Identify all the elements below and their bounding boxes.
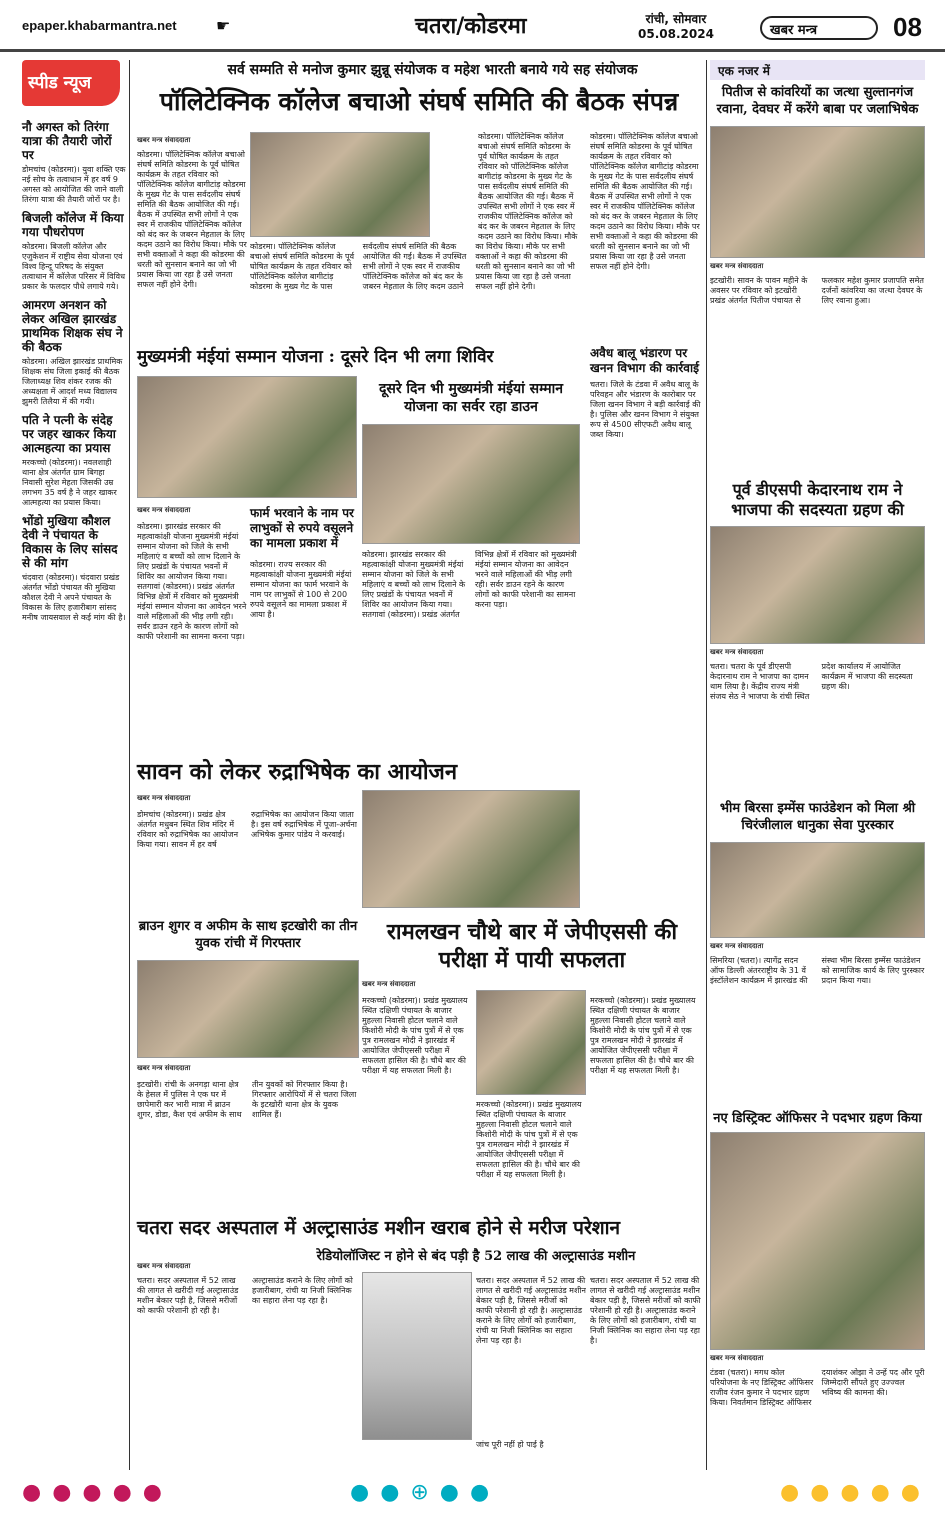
story5-headline: सावन को लेकर रुद्राभिषेक का आयोजन [137,759,458,785]
logo [760,16,878,40]
story1-text-cont: कोडरमा। पॉलिटेक्निक कॉलेज बचाओ संघर्ष समिति कोडरमा के पूर्व घोषित कार्यक्रम के तहत रविवार को पॉलिटेक्निक कॉलेज बागीटांड़ कोडरमा के मुख्य गेट के पास सर्वदलीय संघर्ष समिति की बैठक आयोजित की गई। बैठक में उपस्थित सभी लोगों ने एक स्वर में राजकीय पॉलिटेक्निक कॉलेज को बंद कर के जबरन मेहताल के लिए कदम उठाने का विरोध किया। मौके पर सभी वक्ताओं ने कहा की कोडरमा की धरती को सुनसान बनाने का जो भी प्रयास किया जा रहा है उसे जनता सफल नहीं होने देगी। [250,242,575,291]
registration-dots-right: ● ● ● ● ● [780,1480,922,1505]
right-item-byline: खबर मन्त्र संवाददाता [710,648,764,656]
right-item-head: पितीज से कांवरियों का जत्था सुल्तानगंज रवाना, देवघर में करेंगे बाबा पर जलाभिषेक [716,85,919,117]
story1-byline: खबर मन्त्र संवाददाता [137,136,191,144]
story4-text: चतरा। जिले के टंडवा में अवैध बालू के परिवहन और भंडारण के कारोबार पर जिला खनन विभाग ने बड़ी कार्रवाई की है। पुलिस और खनन विभाग ने संयुक्त रूप से 4500 सीएफटी अवैध बालू जब्त किया। [590,380,701,439]
date-block [638,12,714,42]
story4-headline: अवैध बालू भंडारण पर खनन विभाग की कार्रवाई [590,346,699,375]
story1-text-right: कोडरमा। पॉलिटेक्निक कॉलेज बचाओ संघर्ष समिति कोडरमा के पूर्व घोषित कार्यक्रम के तहत रविवार को पॉलिटेक्निक कॉलेज बागीटांड़ कोडरमा के मुख्य गेट के पास सर्वदलीय संघर्ष समिति की बैठक आयोजित की गई। बैठक में उपस्थित सभी लोगों ने एक स्वर में राजकीय पॉलिटेक्निक कॉलेज को बंद कर के जबरन मेहताल के लिए कदम उठाने का विरोध किया। मौके [478,132,578,240]
left-item-head: पति ने पत्नी के संदेह पर जहर खाकर किया आत्महत्या का प्रयास [22,413,116,455]
left-item [22,211,126,292]
story3-text: कोडरमा। राज्य सरकार की महत्वाकांक्षी योजना मुख्यमंत्री मंईयां सम्मान योजना का फार्म भरवाने के नाम पर लाभुकों से 100 से 200 रुपये वसूलने का मामला प्रकाश में आया है। [250,560,352,619]
right-item-head: भीम बिरसा इम्मेंस फाउंडेशन को मिला श्री चिरंजीलाल धानुका सेवा पुरस्कार [719,801,916,833]
registration-dots-center: ● ● ⊕ ● ● [350,1480,492,1505]
left-item-head: नौ अगस्त को तिरंगा यात्रा की तैयारी जोरों पर [22,120,112,162]
story1-text-far: कोडरमा। पॉलिटेक्निक कॉलेज बचाओ संघर्ष समिति कोडरमा के पूर्व घोषित कार्यक्रम के तहत रविवार को पॉलिटेक्निक कॉलेज बागीटांड़ कोडरमा के मुख्य गेट के पास सर्वदलीय संघर्ष समिति की बैठक आयोजित की गई। बैठक में उपस्थित सभी लोगों ने एक स्वर में राजकीय पॉलिटेक्निक कॉलेज को बंद कर के जबरन मेहताल के लिए कदम उठाने का विरोध किया। मौके पर सभी वक्ताओं ने कहा की कोडरमा की धरती को सुनसान बनाने का जो भी प्रयास किया जा रहा है उसे जनता सफल नहीं होने देगी। [590,132,700,271]
story8-text-cont: चतरा। सदर अस्पताल में 52 लाख की लागत से खरीदी गई अल्ट्रासाउंड मशीन बेकार पड़ी है, जिससे मरीजों को काफी परेशानी हो रही है। अल्ट्रासाउंड कराने के लिए लोगों को हजारीबाग, रांची या निजी क्लिनिक का सहारा लेना पड़ रहा है। [476,1276,586,1345]
story7-text-far: मरकच्चो (कोडरमा)। प्रखंड मुख्यालय स्थित दक्षिणी पंचायत के बाजार मुहल्ला निवासी होटल चलाने वाले किशोरी मोदी के पांच पुत्रों में से एक पुत्र रामलखन मोदी ने झारखंड में आयोजित जेपीएससी परीक्षा में सफलता हासिल की है। चौथे बार की परीक्षा में यह सफलता मिली है। [590,996,696,1075]
right-item-photo [710,1132,925,1350]
story8-text-far: चतरा। सदर अस्पताल में 52 लाख की लागत से खरीदी गई अल्ट्रासाउंड मशीन बेकार पड़ी है, जिससे मरीजों को काफी परेशानी हो रही है। अल्ट्रासाउंड कराने के लिए लोगों को हजारीबाग, रांची या निजी क्लिनिक का सहारा लेना पड़ रहा है। [590,1276,701,1345]
right-item-photo [710,126,925,258]
hand-pointer-icon: ☛ [216,16,231,35]
story7-photo [476,990,586,1095]
right-item-byline: खबर मन्त्र संवाददाता [710,942,764,950]
story7-text: मरकच्चो (कोडरमा)। प्रखंड मुख्यालय स्थित दक्षिणी पंचायत के बाजार मुहल्ला निवासी होटल चलाने वाले किशोरी मोदी के पांच पुत्रों में से एक पुत्र रामलखन मोदी ने झारखंड में आयोजित जेपीएससी परीक्षा में सफलता हासिल की है। चौथे बार की परीक्षा में यह सफलता मिली है। [362,996,468,1075]
left-item-head: बिजली कॉलेज में किया गया पौधरोपण [22,211,124,239]
tab-b: नजर में [738,64,770,78]
story3-headline: फार्म भरवाने के नाम पर लाभुकों से रुपये वसूलने का मामला प्रकाश में [250,506,354,550]
left-column [22,114,126,623]
registration-dots-left: ● ● ● ● ● [22,1480,164,1505]
story2-byline: खबर मन्त्र संवाददाता [137,506,191,514]
story5-text: डोमचांच (कोडरमा)। प्रखंड क्षेत्र अंतर्गत मधुबन स्थित शिव मंदिर में रविवार को रुद्राभिषेक का आयोजन किया गया। सावन में हर वर्ष रुद्राभिषेक का आयोजन किया जाता है। इस वर्ष रुद्राभिषेक में पूजा-अर्चना अभिषेक कुमार पांडेय ने करवाई। [137,810,357,849]
story7-text-cont: मरकच्चो (कोडरमा)। प्रखंड मुख्यालय स्थित दक्षिणी पंचायत के बाजार मुहल्ला निवासी होटल चलाने वाले किशोरी मोदी के पांच पुत्रों में से एक पुत्र रामलखन मोदी ने झारखंड में आयोजित जेपीएससी परीक्षा में सफलता हासिल की है। चौथे बार की परीक्षा में यह सफलता मिली है। [476,1100,582,1179]
story5-byline: खबर मन्त्र संवाददाता [137,794,191,802]
left-item-text: डोमचांच (कोडरमा)। युवा शक्ति एक नई सोच के तत्वाधान में हर वर्ष 9 अगस्त को आयोजित की जाने वाली तिरंगा यात्रा की तैयारी जोरों पर है। [22,165,126,204]
edition-date: 05.08.2024 [638,27,714,41]
right-item-byline: खबर मन्त्र संवाददाता [710,1354,764,1362]
right-item-text: इटखोरी। सावन के पावन महीने के अवसर पर रविवार को इटखोरी प्रखंड अंतर्गत पितीज पंचायत से फलकार महेश कुमार प्रजापति समेत दर्जनों कांवरिया का जत्था देवघर के लिए रवाना हुआ। [710,276,924,305]
left-item [22,120,126,205]
left-item-text: कोडरमा। अखिल झारखंड प्राथमिक शिक्षक संघ जिला इकाई की बैठक जिलाध्यक्ष शिव शंकर रजक की अध्यक्षता में आदर्श मध्य विद्यालय झुमरी तिलैया में की गयी। [22,357,123,406]
story1-text: कोडरमा। पॉलिटेक्निक कॉलेज बचाओ संघर्ष समिति कोडरमा के पूर्व घोषित कार्यक्रम के तहत रविवार को पॉलिटेक्निक कॉलेज बागीटांड़ कोडरमा के मुख्य गेट के पास सर्वदलीय संघर्ष समिति की बैठक आयोजित की गई। बैठक में उपस्थित सभी लोगों ने एक स्वर में राजकीय पॉलिटेक्निक कॉलेज को बंद कर के जबरन मेहताल के लिए कदम उठाने का विरोध किया। मौके पर सभी वक्ताओं ने कहा की कोडरमा की धरती को सुनसान बनाने का जो भी प्रयास किया जा रहा है उसे जनता सफल नहीं होने देगी। [137,150,247,289]
story6-byline: खबर मन्त्र संवाददाता [137,1064,191,1072]
page-number: 08 [893,12,922,42]
story5-photo [362,790,580,908]
story6-text: इटखोरी। रांची के अनगड़ा थाना क्षेत्र के हेसल में पुलिस ने एक घर में छापेमारी कर भारी मात्रा में ब्राउन शुगर, डोडा, कैश एवं अफीम के साथ तीन युवकों को गिरफ्तार किया है। गिरफ्तार आरोपियों में से चतरा जिला के इटखोरी थाना क्षेत्र के युवक शामिल हैं। [137,1080,357,1119]
page-header [0,0,945,52]
right-item-text: टंडवा (चतरा)। मगध कोल परियोजना के नए डिस्ट्रिक्ट ऑफिसर राजीव रंजन कुमार ने पदभार ग्रहण किया। निवर्तमान डिस्ट्रिक्ट ऑफिसर दयाशंकर ओझा ने उन्हें पद और पूरी जिम्मेदारी सौंपते हुए उज्ज्वल भविष्य की कामना की। [710,1368,925,1407]
story6-photo [137,960,359,1058]
left-item-text: मरकच्चो (कोडरमा)। नवलशाही थाना क्षेत्र अंतर्गत ग्राम बिगहा निवासी सुरेश मेहता जिसकी उम्र लगभग 35 वर्ष है ने जहर खाकर आत्महत्या का प्रयास किया। [22,458,117,507]
city-day: रांची, सोमवार [645,12,707,26]
right-item-head: पूर्व डीएसपी केदारनाथ राम ने भाजपा की सदस्यता ग्रहण की [731,480,904,519]
left-item-head: आमरण अनशन को लेकर अखिल झारखंड प्राथमिक शिक्षक संघ ने की बैठक [22,298,123,354]
story8-caption: जांच पूरी नहीं हो पाई है [476,1440,544,1449]
right-item-head: नए डिस्ट्रिक्ट ऑफिसर ने पदभार ग्रहण किया [713,1111,922,1126]
story2-photo [137,376,357,498]
story6-headline: ब्राउन शुगर व अफीम के साथ इटखोरी का तीन युवक रांची में गिरफ्तार [138,919,358,951]
right-column-divider [706,60,707,1470]
left-item-head: भोंडो मुखिया कौशल देवी ने पंचायत के विकास के लिए सांसद से की मांग [22,514,118,570]
speed-news-tag: स्पीड न्यूज [22,60,120,106]
story7-headline: रामलखन चौथे बार में जेपीएससी की परीक्षा में पायी सफलता [386,919,678,973]
story2-text-cont: कोडरमा। झारखंड सरकार की महत्वाकांक्षी योजना मुख्यमंत्री मंईयां सम्मान योजना को जिले के सभी महिलाएं व बच्चों को लाभ दिलाने के लिए प्रखंडों के पंचायत भवनों में शिविर का आयोजन किया गया। सतगावां (कोडरमा)। प्रखंड अंतर्गत विभिन्न क्षेत्रों में रविवार को मुख्यमंत्री मंईयां सम्मान योजना का आवेदन भरने वाले महिलाओं की भीड़ लगी रही। सर्वर डाउन रहने के कारण लोगों को काफी परेशानी का सामना करना पड़ा। [362,550,577,619]
right-column-tab [710,60,925,80]
story8-byline: खबर मन्त्र संवाददाता [137,1262,191,1270]
tab-a: एक [718,64,734,78]
story1-kicker: सर्व सम्मति से मनोज कुमार झुन्नू संयोजक व महेश भारती बनाये गये सह संयोजक [227,62,638,78]
right-item-photo [710,842,925,938]
story2-headline: मुख्यमंत्री मंईयां सम्मान योजना : दूसरे दिन भी लगा शिविर [137,347,494,367]
story1-photo [250,132,430,237]
left-item-text: कोडरमा। बिजली कॉलेज और एजुकेशन में राष्ट्रीय सेवा योजना एवं विश्व हिन्दू परिषद के संयुक्त तत्वाधान में कॉलेज परिसर में विविध प्रकार के फलदार पौधे लगाये गये। [22,242,126,291]
right-item-byline: खबर मन्त्र संवाददाता [710,262,764,270]
left-item-text: चंदवारा (कोडरमा)। चंदवारा प्रखंड अंतर्गत भोंडो पंचायत की मुखिया कौशल देवी ने अपने पंचायत के विकास के लिए हजारीबाग सांसद मनीष जायसवाल से कई मांग की है। [22,573,126,622]
story1-headline: पॉलिटेक्निक कॉलेज बचाओ संघर्ष समिति की बैठक संपन्न [159,87,679,116]
left-item [22,298,126,407]
story8-text: चतरा। सदर अस्पताल में 52 लाख की लागत से खरीदी गई अल्ट्रासाउंड मशीन बेकार पड़ी है, जिससे मरीजों को काफी परेशानी हो रही है। अल्ट्रासाउंड कराने के लिए लोगों को हजारीबाग, रांची या निजी क्लिनिक का सहारा लेना पड़ रहा है। [137,1276,353,1315]
column-divider [129,60,130,1470]
story8-subhead: रेडियोलॉजिस्ट न होने से बंद पड़ी है 52 लाख की अल्ट्रासाउंड मशीन [316,1249,636,1264]
right-item-photo [710,526,925,644]
logo-text: खबर मन्त्र [770,23,818,38]
story2-subhead: दूसरे दिन भी मुख्यमंत्री मंईयां सम्मान योजना का सर्वर रहा डाउन [378,381,564,415]
right-item-text: सिमरिया (चतरा)। त्यागेंद्र सदन ऑफ डिल्ली अंतरराष्ट्रीय के 31 वें इंस्टॉलेशन कार्यक्रम में झारखंड की संस्था भीम बिरसा इम्मेंस फाउंडेशन को सामाजिक कार्य के लिए पुरस्कार प्रदान किया गया। [710,956,925,985]
site-url[interactable]: epaper.khabarmantra.net [22,18,177,33]
story7-byline: खबर मन्त्र संवाददाता [362,980,416,988]
story8-headline: चतरा सदर अस्पताल में अल्ट्रासाउंड मशीन खराब होने से मरीज परेशान [137,1217,621,1239]
section-title: चतरा/कोडरमा [415,13,527,39]
left-item [22,514,126,623]
story2-text: कोडरमा। झारखंड सरकार की महत्वाकांक्षी योजना मुख्यमंत्री मंईयां सम्मान योजना को जिले के सभी महिलाएं व बच्चों को लाभ दिलाने के लिए प्रखंडों के पंचायत भवनों में शिविर का आयोजन किया गया। सतगावां (कोडरमा)। प्रखंड अंतर्गत विभिन्न क्षेत्रों में रविवार को मुख्यमंत्री मंईयां सम्मान योजना का आवेदन भरने वाले महिलाओं की भीड़ लगी रही। सर्वर डाउन रहने के कारण लोगों को काफी परेशानी का सामना करना पड़ा। [137,522,247,641]
right-item-text: चतरा। चतरा के पूर्व डीएसपी केदारनाथ राम ने भाजपा का दामन थाम लिया है। केंद्रीय राज्य मंत्री संजय सेठ ने भाजपा के रांची स्थित प्रदेश कार्यालय में आयोजित कार्यक्रम में भाजपा की सदस्यता ग्रहण की। [710,662,913,701]
story8-photo [362,1272,472,1440]
story2-photo-2 [362,424,580,544]
left-item [22,413,126,508]
